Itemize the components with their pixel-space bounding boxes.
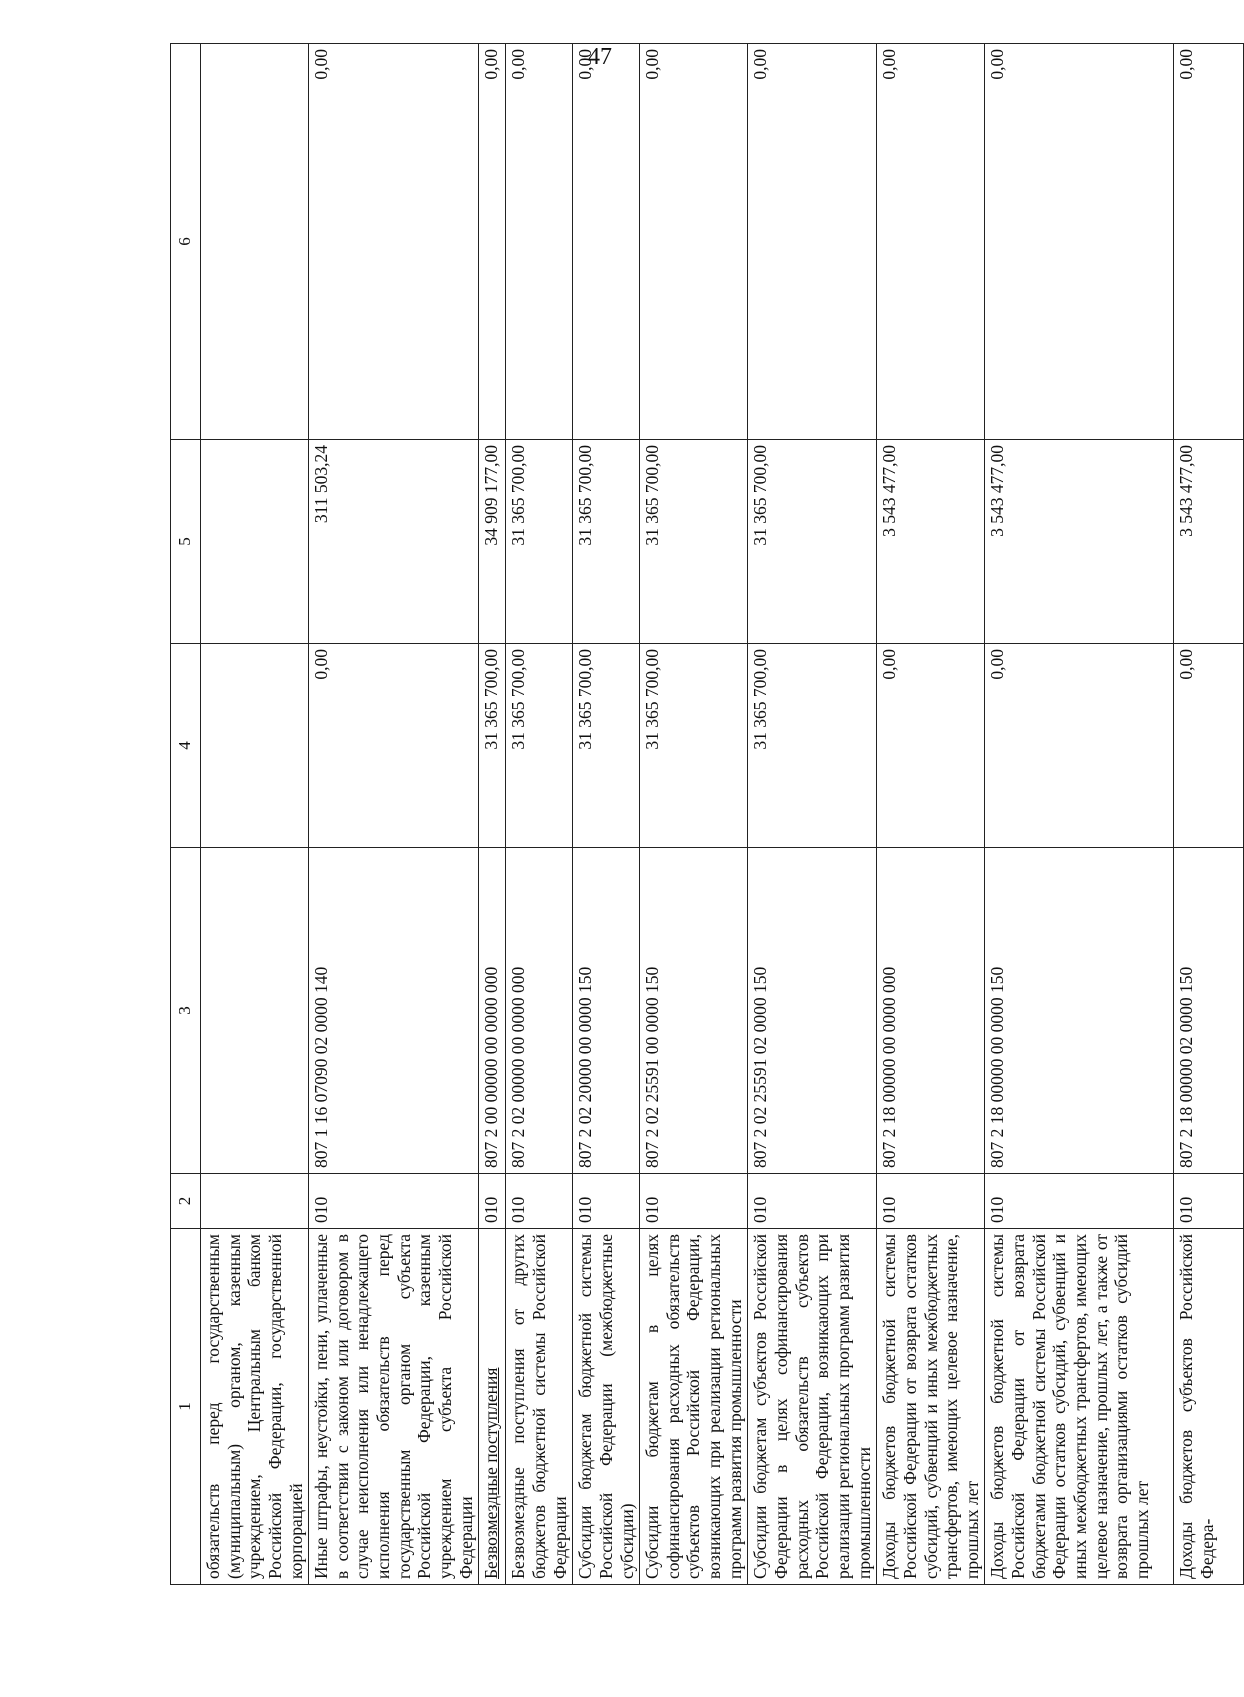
- row-fact: 3 543 477,00: [877, 440, 985, 644]
- row-col6: [201, 44, 309, 440]
- row-fact: 311 503,24: [309, 440, 479, 644]
- row-col6: 0,00: [506, 44, 573, 440]
- row-fact: [201, 440, 309, 644]
- row-name: Безвозмездные поступления: [479, 1229, 506, 1585]
- row-col6: 0,00: [985, 44, 1174, 440]
- row-name: Доходы бюджетов субъектов Российской Федера-: [1174, 1229, 1244, 1585]
- row-line: 010: [506, 1174, 573, 1229]
- row-plan: 31 365 700,00: [479, 644, 506, 848]
- row-name: Иные штрафы, неустойки, пени, уплаченные в соответствии с законом или договором в случае неисполнения или ненадлежащего исполнения обязательств перед государственным органом субъекта Российской Федерации, казенным учреждением субъекта Российской Федерации: [309, 1229, 479, 1585]
- row-name: обязательств перед государственным (муниципальным) органом, казенным учреждением, Центральным банком Российской Федерации, государственной корпорацией: [201, 1229, 309, 1585]
- row-fact: 31 365 700,00: [748, 440, 877, 644]
- row-fact: 3 543 477,00: [1174, 440, 1244, 644]
- row-line: 010: [309, 1174, 479, 1229]
- row-plan: 0,00: [985, 644, 1174, 848]
- row-name: Субсидии бюджетам бюджетной системы Российской Федерации (межбюджетные субсидии): [573, 1229, 640, 1585]
- row-plan: 31 365 700,00: [640, 644, 748, 848]
- row-code: 807 2 00 00000 00 0000 000: [479, 848, 506, 1174]
- row-plan: 31 365 700,00: [573, 644, 640, 848]
- row-line: 010: [1174, 1174, 1244, 1229]
- header-col-2: 2: [171, 1174, 201, 1229]
- row-line: 010: [479, 1174, 506, 1229]
- row-col6: 0,00: [573, 44, 640, 440]
- row-code: 807 2 02 25591 02 0000 150: [748, 848, 877, 1174]
- row-col6: 0,00: [479, 44, 506, 440]
- table-row: [506, 44, 573, 1585]
- row-fact: 3 543 477,00: [985, 440, 1174, 644]
- row-code: 807 2 02 20000 00 0000 150: [573, 848, 640, 1174]
- header-col-1: 1: [171, 1229, 201, 1585]
- row-line: 010: [640, 1174, 748, 1229]
- row-fact: 34 909 177,00: [479, 440, 506, 644]
- row-code: 807 2 18 00000 02 0000 150: [1174, 848, 1244, 1174]
- row-fact: 31 365 700,00: [506, 440, 573, 644]
- row-line: 010: [985, 1174, 1174, 1229]
- table-row: [877, 44, 985, 1585]
- row-plan: 0,00: [309, 644, 479, 848]
- row-code: 807 2 02 25591 00 0000 150: [640, 848, 748, 1174]
- row-code: 807 2 02 00000 00 0000 000: [506, 848, 573, 1174]
- row-col6: 0,00: [309, 44, 479, 440]
- table-row: [479, 44, 506, 1585]
- table-row: [309, 44, 479, 1585]
- header-col-5: 5: [171, 440, 201, 644]
- row-plan: 31 365 700,00: [748, 644, 877, 848]
- page-number: 47: [588, 44, 612, 70]
- row-plan: [201, 644, 309, 848]
- row-name: Доходы бюджетов бюджетной системы Российской Федерации от возврата остатков субсидий, субвенций и иных межбюджетных трансфертов, имеющих целевое назначение, прошлых лет: [877, 1229, 985, 1585]
- row-col6: 0,00: [877, 44, 985, 440]
- row-name: Доходы бюджетов бюджетной системы Российской Федерации от возврата бюджетами бюджетной системы Российской Федерации остатков субсидий, субвенций и иных межбюджетных трансфертов, имеющих целевое назначение, прошлых лет, а также от возврата организациями остатков субсидий прошлых лет: [985, 1229, 1174, 1585]
- row-line: 010: [748, 1174, 877, 1229]
- row-plan: 0,00: [1174, 644, 1244, 848]
- row-fact: 31 365 700,00: [640, 440, 748, 644]
- row-name: Субсидии бюджетам субъектов Российской Федерации в целях софинансирования расходных обязательств субъектов Российской Федерации, возникающих при реализации региональных программ развития промышленности: [748, 1229, 877, 1585]
- header-col-3: 3: [171, 848, 201, 1174]
- row-code: 807 1 16 07090 02 0000 140: [309, 848, 479, 1174]
- row-col6: 0,00: [1174, 44, 1244, 440]
- table-row: [985, 44, 1174, 1585]
- header-col-4: 4: [171, 644, 201, 848]
- table-row: [573, 44, 640, 1585]
- row-plan: 31 365 700,00: [506, 644, 573, 848]
- row-col6: 0,00: [640, 44, 748, 440]
- header-row: [171, 44, 201, 1585]
- row-code: 807 2 18 00000 00 0000 150: [985, 848, 1174, 1174]
- row-plan: 0,00: [877, 644, 985, 848]
- table-row: [1174, 44, 1244, 1585]
- table-row: [748, 44, 877, 1585]
- row-col6: 0,00: [748, 44, 877, 440]
- row-fact: 31 365 700,00: [573, 440, 640, 644]
- row-line: [201, 1174, 309, 1229]
- row-name: Безвозмездные поступления от других бюджетов бюджетной системы Российской Федерации: [506, 1229, 573, 1585]
- row-code: [201, 848, 309, 1174]
- rotated-table-container: [170, 49, 1218, 1585]
- row-code: 807 2 18 00000 00 0000 000: [877, 848, 985, 1174]
- row-line: 010: [573, 1174, 640, 1229]
- row-name: Субсидии бюджетам в целях софинансирования расходных обязательств субъектов Российской Федерации, возникающих при реализации региональных программ развития промышленности: [640, 1229, 748, 1585]
- row-line: 010: [877, 1174, 985, 1229]
- table-row: [640, 44, 748, 1585]
- table-row: [201, 44, 309, 1585]
- report-table: [170, 43, 1244, 1585]
- header-col-6: 6: [171, 44, 201, 440]
